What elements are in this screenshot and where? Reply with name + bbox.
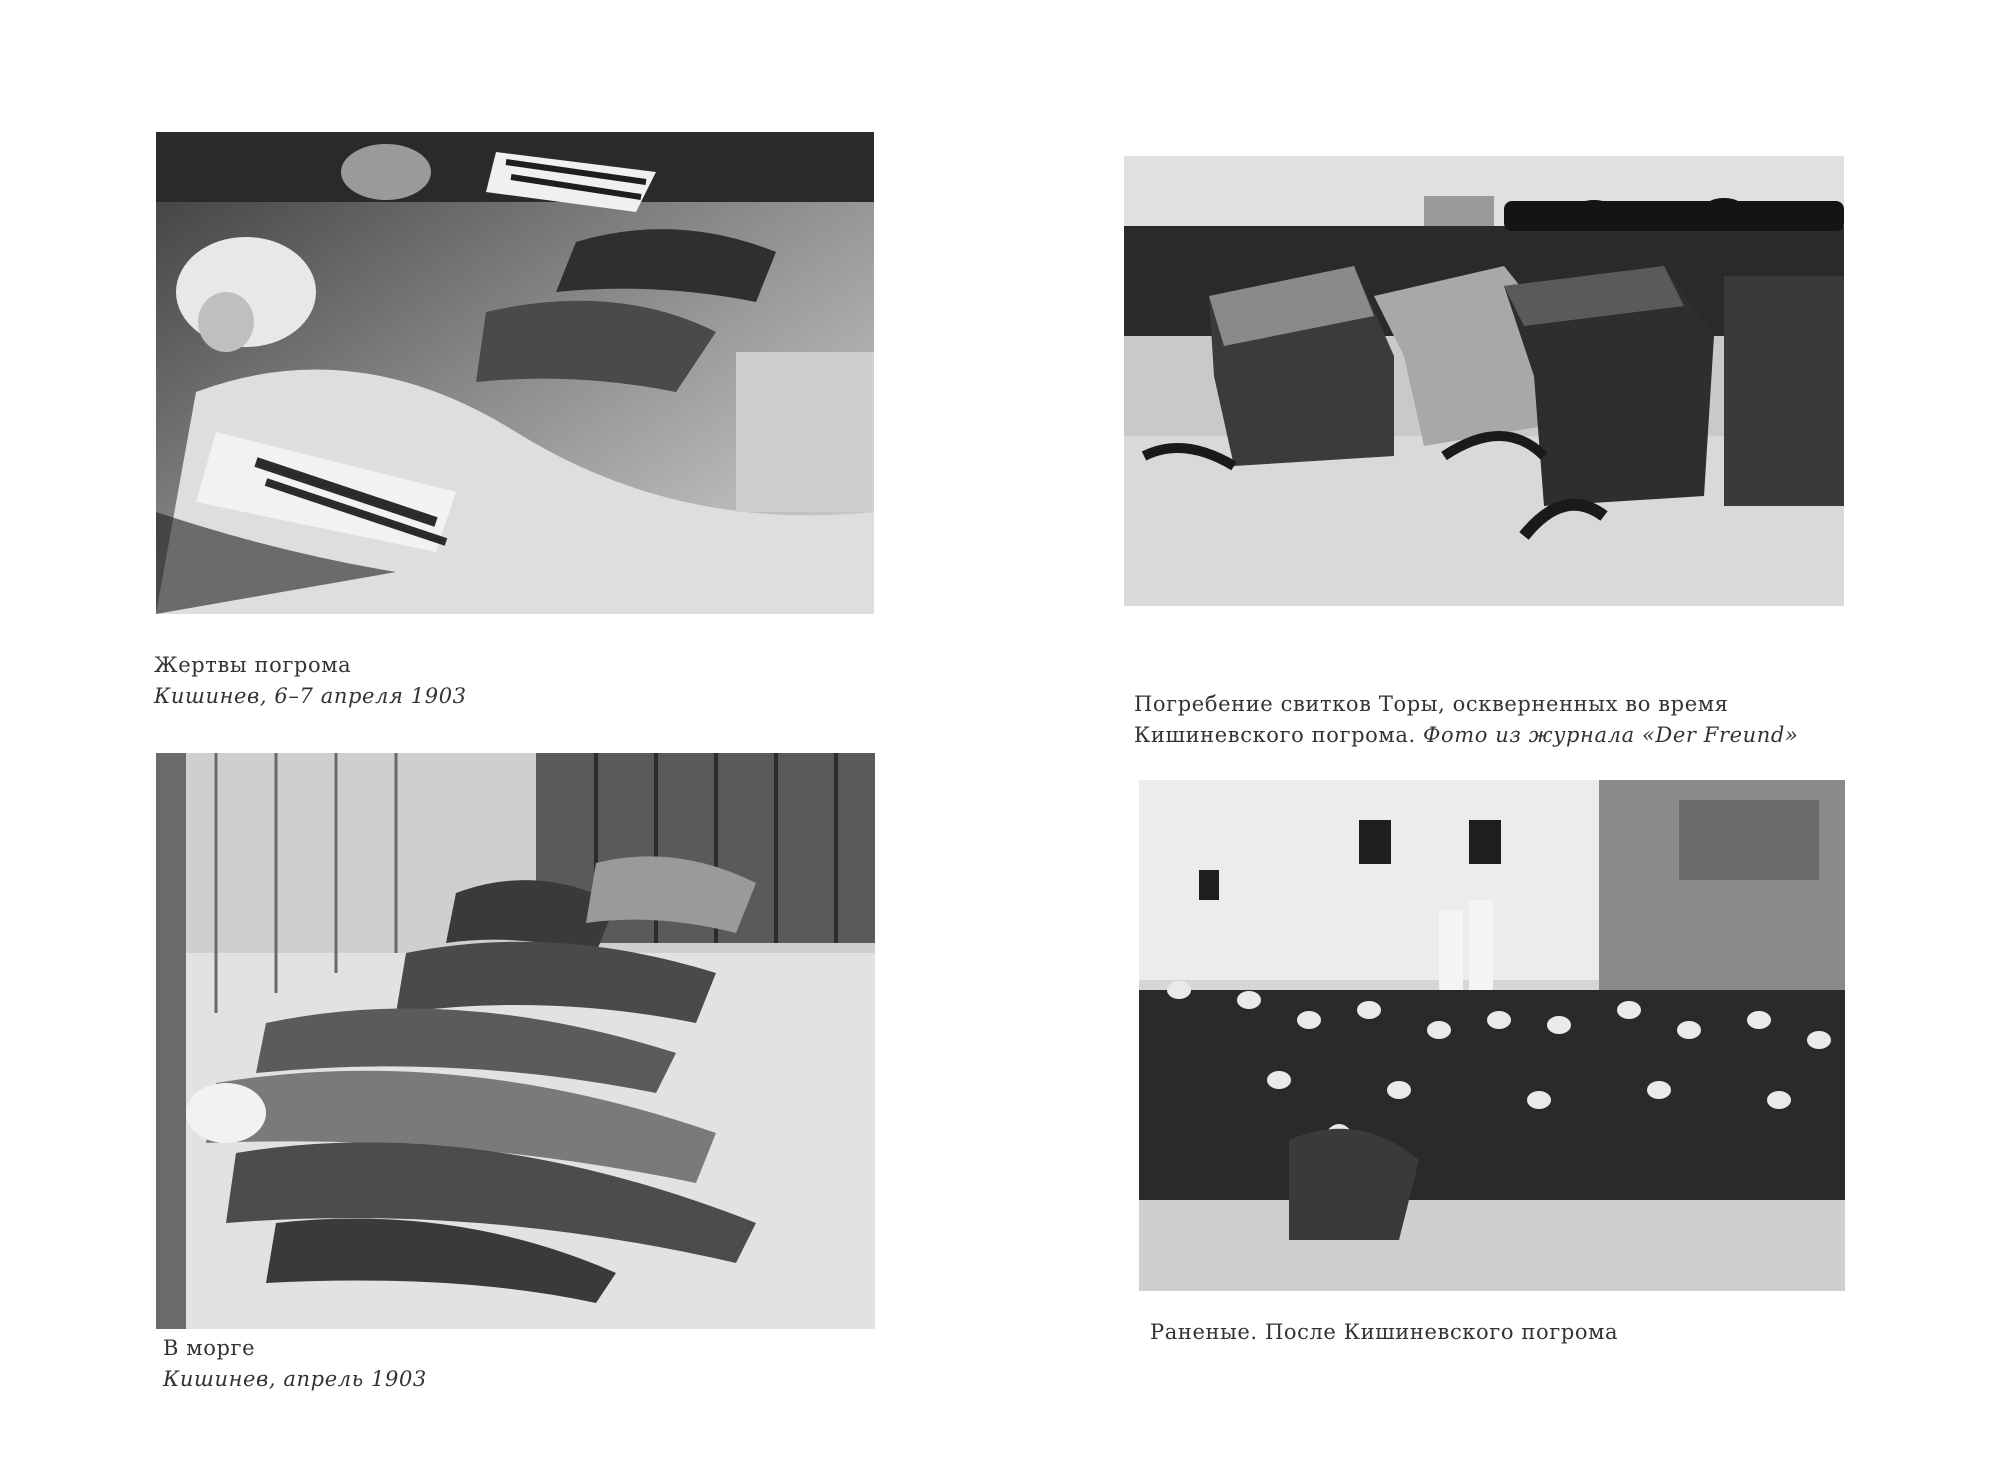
torah-burial-caption-title: Погребение свитков Торы, оскверненных во время — [1134, 692, 1729, 716]
torah-burial-photo-image — [1124, 156, 1844, 606]
torah-burial-caption-line2 — [1134, 720, 1798, 751]
morgue-photo-image — [156, 753, 875, 1329]
victims-photo — [156, 132, 874, 614]
wounded-photo-image — [1139, 780, 1845, 1291]
torah-burial-caption-source: Фото из журнала «Der Freund» — [1423, 723, 1799, 747]
torah-burial-caption — [1134, 689, 1798, 751]
victims-caption-title: Жертвы погрома — [154, 653, 352, 677]
morgue-photo — [156, 753, 875, 1329]
wounded-caption — [1150, 1317, 1618, 1348]
victims-caption — [154, 650, 467, 712]
wounded-photo — [1139, 780, 1845, 1291]
torah-burial-caption-event: Кишиневского погрома. — [1134, 723, 1423, 747]
morgue-caption-title: В морге — [163, 1336, 256, 1360]
morgue-caption — [163, 1333, 427, 1395]
victims-caption-place-date: Кишинев, 6–7 апреля 1903 — [154, 684, 467, 708]
wounded-caption-title: Раненые. После Кишиневского погрома — [1150, 1320, 1619, 1344]
victims-photo-image — [156, 132, 874, 614]
morgue-caption-place-date: Кишинев, апрель 1903 — [163, 1367, 427, 1391]
torah-burial-photo — [1124, 156, 1844, 606]
